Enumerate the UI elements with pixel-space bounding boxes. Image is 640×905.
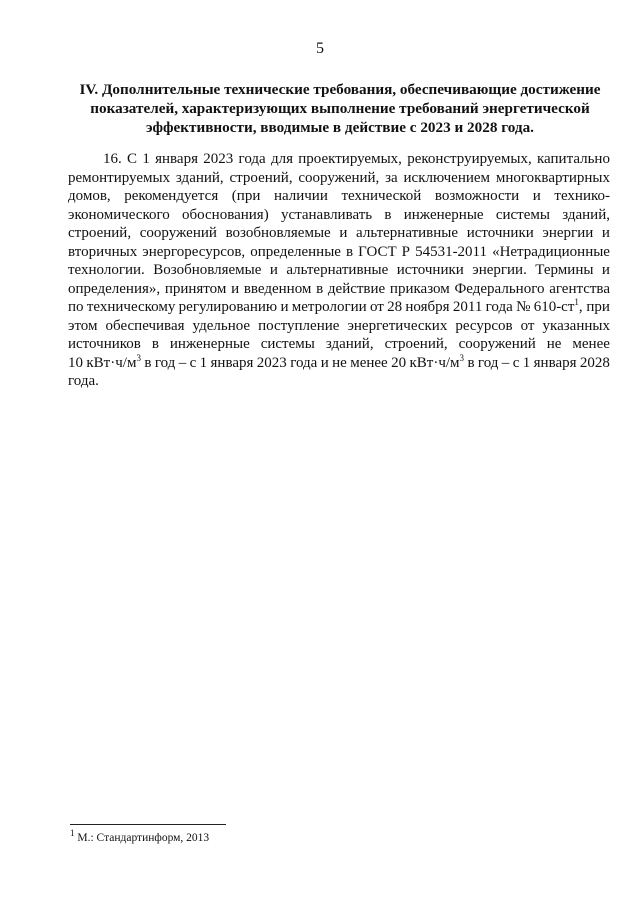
word: этом: [68, 317, 98, 334]
word: 1: [522, 354, 531, 371]
word: по: [68, 299, 84, 315]
word: приказом: [389, 280, 450, 297]
word: января: [210, 354, 254, 371]
word-tail: , при: [578, 299, 610, 315]
word: –: [501, 354, 510, 371]
word: 2023: [203, 151, 234, 167]
word: 20: [391, 354, 407, 371]
word: в: [467, 354, 475, 371]
word: альтернативные: [286, 262, 389, 278]
word: агентства: [549, 280, 610, 297]
footnote-divider: [70, 824, 226, 825]
word: капитально: [537, 151, 610, 167]
superscript: 3: [459, 352, 465, 363]
word: ГОСТ: [358, 243, 397, 260]
word: ресурсов: [455, 317, 513, 334]
paragraph-line: [68, 354, 610, 373]
word: и: [231, 280, 240, 297]
word: года: [238, 151, 266, 167]
word: не: [332, 354, 347, 371]
word: в: [384, 206, 392, 223]
word: менее: [350, 354, 388, 371]
word: за: [385, 169, 398, 186]
word: сооружений,: [298, 169, 380, 186]
word: зданий,: [325, 336, 374, 352]
word: и: [280, 299, 289, 315]
word: от: [369, 299, 384, 315]
word: с: [189, 354, 197, 371]
paragraph-line: [68, 243, 610, 262]
word: строений,: [68, 225, 132, 241]
word: в: [144, 354, 152, 371]
paragraph-line: [68, 335, 610, 354]
word: реконструируемых,: [407, 151, 532, 167]
word: удельное: [192, 317, 251, 334]
footnote-reference: 1: [574, 297, 579, 307]
word: технической: [341, 188, 422, 204]
word: –: [178, 354, 187, 371]
paragraph-line: [68, 298, 610, 317]
word: регулированию: [178, 299, 278, 315]
paragraph-line: [68, 372, 610, 391]
word: «Нетрадиционные: [492, 243, 610, 260]
word: С: [127, 151, 138, 167]
word: Термины: [535, 262, 594, 278]
word: проектируемых,: [298, 151, 402, 167]
word: вторичных: [68, 243, 138, 260]
word: для: [270, 151, 293, 167]
word: наличии: [273, 188, 328, 204]
word: год: [154, 354, 176, 371]
word: в: [346, 243, 354, 260]
word: 54531-2011: [415, 243, 488, 260]
paragraph-16: [68, 150, 610, 391]
word: домов,: [68, 188, 111, 204]
word: 1: [199, 354, 208, 371]
footnote: [70, 828, 210, 844]
paragraph-line: [68, 150, 610, 169]
word: техническому: [86, 299, 176, 315]
word: определения»,: [68, 280, 161, 297]
heading-line: показателей, характеризующих выполнение требований энергетической: [90, 100, 590, 117]
word: принятом: [164, 280, 227, 297]
word: и: [339, 225, 348, 241]
paragraph-line: [68, 206, 610, 225]
page-number: 5: [316, 40, 324, 57]
word: 16.: [103, 151, 122, 167]
word: инженерные: [169, 336, 250, 352]
word: в: [316, 280, 324, 297]
word: энергоресурсов,: [142, 243, 246, 260]
word: источники: [396, 262, 464, 278]
word: источников: [68, 336, 141, 352]
word: сооружений: [458, 336, 536, 352]
word: обеспечивая: [105, 317, 185, 334]
paragraph-line: [68, 169, 610, 188]
word: год: [477, 354, 499, 371]
word: и: [269, 262, 278, 278]
word: и: [601, 262, 610, 278]
word: рекомендуется: [124, 188, 219, 204]
word: и: [320, 354, 329, 371]
section-heading: [70, 80, 610, 137]
word: метрологии: [291, 299, 367, 315]
word: зданий,: [175, 169, 224, 186]
heading-line: IV. Дополнительные технические требования, обеспечивающие достижение: [79, 81, 601, 98]
heading-line: эффективности, вводимые в действие с 2023 и 2028 года.: [146, 119, 534, 136]
word: источники: [466, 225, 534, 241]
word: не: [546, 336, 562, 352]
superscript: 3: [136, 352, 141, 363]
word: обоснования): [182, 206, 269, 223]
word: действие: [327, 280, 386, 297]
word: инженерные: [403, 206, 484, 223]
word: года: [485, 299, 513, 315]
word: января: [533, 354, 577, 371]
word: поступление: [258, 317, 340, 334]
word: в: [151, 336, 159, 352]
paragraph-line: [68, 261, 610, 280]
word: системы: [495, 206, 550, 223]
word: менее: [572, 336, 610, 352]
word: №: [516, 299, 531, 315]
word: энергии: [542, 225, 594, 241]
word: 10: [68, 354, 83, 371]
word: года: [290, 354, 318, 371]
word: $610-ст^1$, при: [533, 297, 610, 315]
word: и: [532, 188, 541, 204]
word: (при: [231, 188, 261, 204]
word: Возобновляемые: [153, 262, 262, 278]
word: $кВт\cdot ч/м^3$: [86, 352, 141, 371]
word: января: [155, 151, 198, 167]
word: ноября: [405, 299, 450, 315]
word: года.: [68, 373, 99, 389]
word: строений,: [229, 169, 293, 186]
word: 2011: [452, 299, 483, 315]
word: 1: [142, 151, 150, 167]
word: Федерального: [454, 280, 545, 297]
word: возобновляемые: [225, 225, 331, 241]
word: системы: [260, 336, 315, 352]
word: возможности: [434, 188, 520, 204]
word: альтернативные: [356, 225, 459, 241]
paragraph-line: [68, 317, 610, 336]
footnote-mark: 1: [70, 828, 75, 839]
paragraph-line: [68, 280, 610, 299]
word: 28: [387, 299, 403, 315]
word: исключением: [403, 169, 491, 186]
footnote-text: М.: Стандартинформ, 2013: [74, 832, 210, 844]
word: определенные: [250, 243, 341, 260]
word: и: [601, 225, 610, 241]
word: 2023: [256, 354, 287, 371]
word: ремонтируемых: [68, 169, 171, 186]
word: Р: [401, 243, 411, 260]
word: строений,: [384, 336, 448, 352]
word: технологии.: [68, 262, 145, 278]
word: устанавливать: [280, 206, 373, 223]
word: указанных: [542, 317, 610, 334]
word: 2028: [579, 354, 610, 371]
word: $кВт\cdot ч/м^3$: [409, 352, 465, 371]
paragraph-line: [68, 224, 610, 243]
word: зданий,: [562, 206, 610, 223]
word: введенном: [243, 280, 312, 297]
word: энергии.: [472, 262, 527, 278]
word: технико-: [554, 188, 610, 204]
word: экономического: [68, 206, 170, 223]
word: энергетических: [347, 317, 448, 334]
word: многоквартирных: [495, 169, 610, 186]
word: сооружений: [139, 225, 217, 241]
word: от: [520, 317, 535, 334]
paragraph-line: [68, 187, 610, 206]
word: с: [512, 354, 520, 371]
